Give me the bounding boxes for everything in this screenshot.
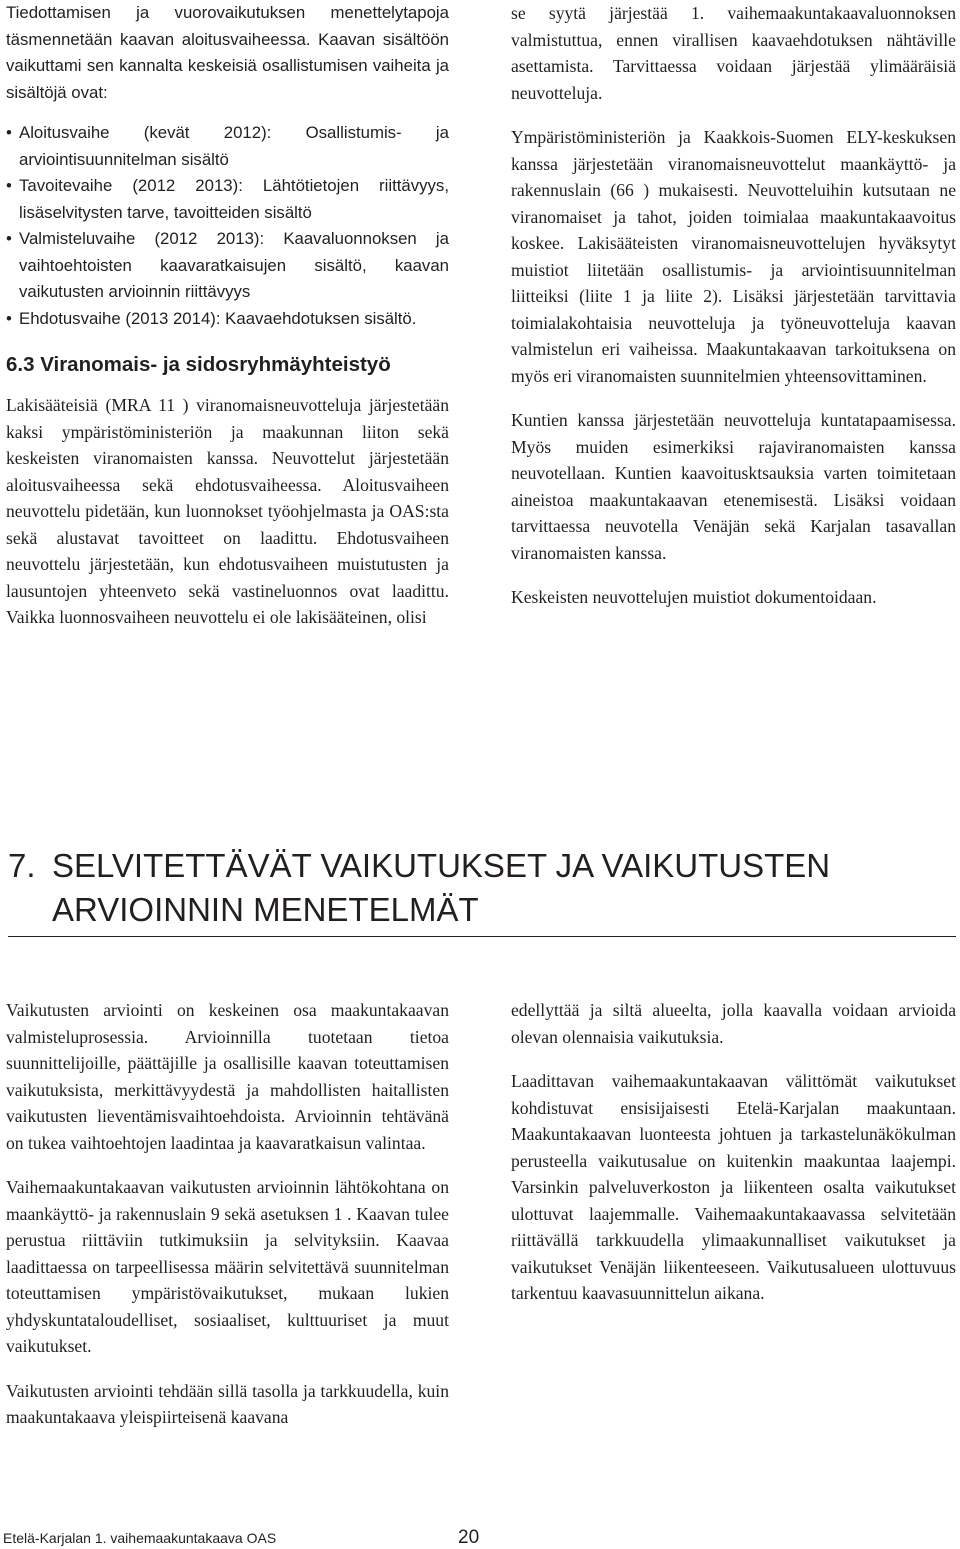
section-heading: 6.3 Viranomais- ja sidosryhmäyhteistyö bbox=[6, 353, 391, 376]
list-item: • Valmisteluvaihe (2012 2013): Kaavaluonnoksen ja vaihtoehtoisten kaavaratkaisujen sisältö, kaavan vaikutusten arvioinnin riittävyys bbox=[6, 229, 449, 301]
chapter-number: 7. bbox=[8, 847, 36, 884]
bottom-left-column bbox=[6, 997, 449, 1431]
phase-list bbox=[6, 120, 449, 332]
section-paragraph: Lakisääteisiä (MRA 11 ) viranomaisneuvotteluja järjestetään kaksi ympäristöministeriön ja maakunnan liiton sekä keskeisten viranomaisten kanssa. Neuvottelut järjestetään aloitusvaiheessa sekä ehdotusvaiheessa. Aloitusvaiheen neuvottelu pidetään, kun luonnokset työohjelmasta ja OAS:sta sekä alustavat tavoitteet on laadittu. Ehdotusvaiheen neuvottelu järjestetään, kun ehdotusvaiheen muistutusten ja lausuntojen yhteenveto sekä vastineluonnos ovat laadittu. Vaikka luonnosvaiheen neuvottelu ei ole lakisääteinen, olisi bbox=[6, 395, 449, 627]
intro-paragraph: Tiedottamisen ja vuorovaikutuksen menettelytapoja täsmennetään kaavan aloitusvaiheessa. Kaavan sisältöön vaikuttami sen kannalta keskeisiä osallistumisen vaiheita ja sisältöjä ovat: bbox=[6, 3, 449, 102]
paragraph: Keskeisten neuvottelujen muistiot dokumentoidaan. bbox=[511, 587, 877, 607]
list-item: • Ehdotusvaihe (2013 2014): Kaavaehdotuksen sisältö. bbox=[6, 308, 417, 328]
top-right-column bbox=[511, 0, 956, 611]
paragraph: Vaikutusten arviointi on keskeinen osa maakuntakaavan valmisteluprosessia. Arvioinnilla tuotetaan tietoa suunnittelijoille, päättäjille ja osallisille kaavan toteuttamisen vaikutuksista, merkittävyydestä ja mahdollisten haitallisten vaikutusten lieventämisvaihtoehdoista. Arvioinnin tehtävänä on tukea vaihtoehtojen laadintaa ja kaavaratkaisun valintaa. bbox=[6, 1000, 449, 1153]
paragraph: Vaihemaakuntakaavan vaikutusten arvioinnin lähtökohtana on maankäyttö- ja rakennuslain 9 sekä asetuksen 1 . Kaavan tulee perustua riittäviin tutkimuksiin ja selvityksiin. Kaavaa laadittaessa on tarpeellisessa määrin selvitettävä suunnitelman toteuttamisen ympäristövaikutukset, mukaan lukien yhdyskuntataloudelliset, sosiaaliset, kulttuuriset ja muut vaikutukset. bbox=[6, 1177, 449, 1356]
paragraph: edellyttää ja siltä alueelta, jolla kaavalla voidaan arvioida olevan olennaisia vaikutuksia. bbox=[511, 1000, 956, 1047]
paragraph: Kuntien kanssa järjestetään neuvotteluja kuntatapaamisessa. Myös muiden esimerkiksi rajaviranomaisten kanssa neuvotellaan. Kuntien kaavoitusktsauksia varten toimitetaan aineistoa maakuntakaavan etenemisestä. Lisäksi voidaan tarvittaessa neuvotella Venäjän sekä Karjalan tasavallan viranomaisten kanssa. bbox=[511, 410, 956, 563]
top-left-column bbox=[6, 0, 449, 631]
paragraph: Vaikutusten arviointi tehdään sillä tasolla ja tarkkuudella, kuin maakuntakaava yleispiirteisenä kaavana bbox=[6, 1380, 449, 1427]
footer-document-name: Etelä-Karjalan 1. vaihemaakuntakaava OAS bbox=[3, 1530, 277, 1546]
bottom-right-column bbox=[511, 997, 956, 1307]
chapter-heading bbox=[8, 844, 956, 937]
chapter-title-line-1: SELVITETTÄVÄT VAIKUTUKSET JA VAIKUTUSTEN bbox=[52, 847, 831, 884]
list-item: • Aloitusvaihe (kevät 2012): Osallistumis- ja arviointisuunnitelman sisältö bbox=[6, 123, 449, 169]
paragraph: se syytä järjestää 1. vaihemaakuntakaavaluonnoksen valmistuttua, ennen virallisen kaavaehdotuksen nähtäville asettamista. Tarvittaessa voidaan järjestää ylimääräisiä neuvotteluja. bbox=[511, 3, 956, 103]
page-number: 20 bbox=[458, 1527, 480, 1548]
list-item: • Tavoitevaihe (2012 2013): Lähtötietojen riittävyys, lisäselvitysten tarve, tavoitteiden sisältö bbox=[6, 176, 449, 222]
paragraph: Ympäristöministeriön ja Kaakkois-Suomen ELY-keskuksen kanssa järjestetään viranomaisneuvottelut maankäyttö- ja rakennuslain (66 ) mukaisesti. Neuvotteluihin kutsutaan ne viranomaiset ja tahot, joiden toimialaa maakuntakaavoitus koskee. Lakisääteisten viranomaisneuvottelujen hyväksytyt muistiot liitetään osallistumis- ja arviointisuunnitelman liitteiksi (liite 1 ja liite 2). Lisäksi järjestetään tarvittavia toimialakohtaisia neuvotteluja ja työneuvotteluja kaavan valmistelun eri vaiheissa. Maakuntakaavan tarkoituksena on myös eri viranomaisten suunnitelmien yhteensovittaminen. bbox=[511, 127, 956, 386]
paragraph: Laadittavan vaihemaakuntakaavan välittömät vaikutukset kohdistuvat ensisijaisesti Etelä-Karjalan maakuntaan. Maakuntakaavan luonteesta johtuen ja tarkastelunäkökulman perusteella vaikutusalue on kuitenkin maakuntaa laajempi. Varsinkin palveluverkoston ja liikenteen osalta vaikutukset ulottuvat laajemmalle. Vaihemaakuntakaavassa selvitetään riittävällä tarkkuudella ylimaakunnalliset vaikutukset ja vaikutukset Venäjän liikenteeseen. Vaikutusalueen ulottuvuus tarkentuu kaavasuunnittelun aikana. bbox=[511, 1071, 956, 1303]
chapter-title-line-2: ARVIOINNIN MENETELMÄT bbox=[52, 891, 479, 928]
